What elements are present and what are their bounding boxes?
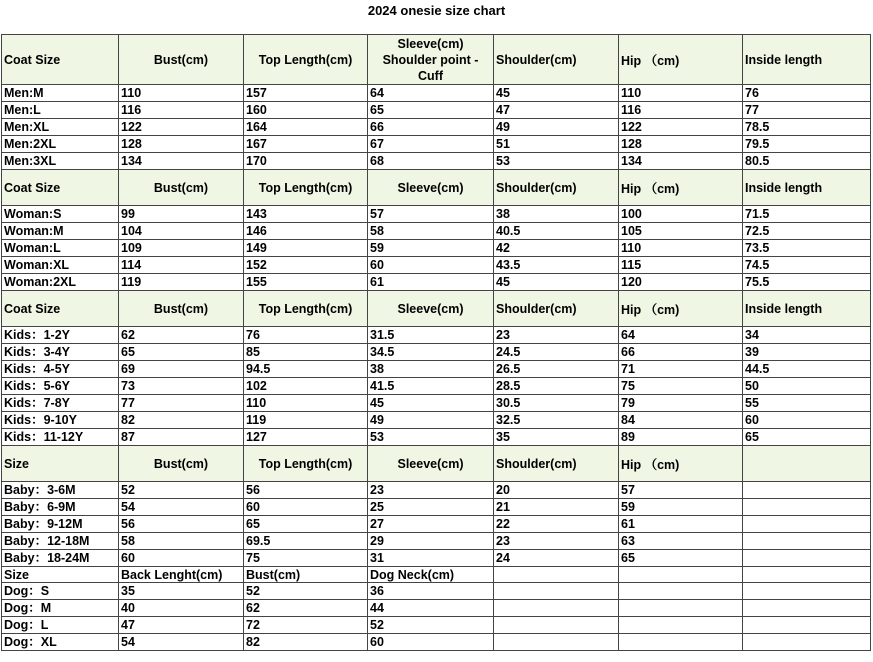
- measurement-cell: 24: [494, 550, 619, 567]
- measurement-cell: 134: [119, 153, 244, 170]
- size-label-cell: Woman:2XL: [2, 274, 119, 291]
- measurement-cell: 77: [743, 102, 871, 119]
- measurement-cell: [743, 499, 871, 516]
- measurement-cell: 57: [368, 206, 494, 223]
- measurement-cell: 87: [119, 429, 244, 446]
- measurement-cell: 44.5: [743, 361, 871, 378]
- dog-header-cell: [494, 567, 619, 583]
- measurement-cell: 24.5: [494, 344, 619, 361]
- measurement-cell: 62: [244, 600, 368, 617]
- dog-header-row: [2, 567, 871, 583]
- dog-header-cell: Bust(cm): [244, 567, 368, 583]
- measurement-cell: 75: [244, 550, 368, 567]
- measurement-cell: 152: [244, 257, 368, 274]
- measurement-cell: 149: [244, 240, 368, 257]
- measurement-cell: 155: [244, 274, 368, 291]
- size-label-cell: Dog：M: [2, 600, 119, 617]
- size-label-cell: Men:2XL: [2, 136, 119, 153]
- measurement-cell: 65: [368, 102, 494, 119]
- measurement-cell: 56: [119, 516, 244, 533]
- size-chart-body: [2, 35, 871, 651]
- measurement-cell: 45: [494, 274, 619, 291]
- dog-size-row: [2, 600, 871, 617]
- baby-header-cell: Shoulder(cm): [494, 446, 619, 482]
- measurement-cell: [494, 600, 619, 617]
- men-size-row: [2, 85, 871, 102]
- measurement-cell: 78.5: [743, 119, 871, 136]
- measurement-cell: 35: [119, 583, 244, 600]
- kids-header-cell: Hip （cm): [619, 291, 743, 327]
- measurement-cell: 20: [494, 482, 619, 499]
- measurement-cell: 80.5: [743, 153, 871, 170]
- size-label-cell: Kids：3-4Y: [2, 344, 119, 361]
- kids-header-cell: Coat Size: [2, 291, 119, 327]
- measurement-cell: 32.5: [494, 412, 619, 429]
- measurement-cell: 44: [368, 600, 494, 617]
- measurement-cell: 61: [619, 516, 743, 533]
- measurement-cell: 116: [119, 102, 244, 119]
- baby-header-cell: Size: [2, 446, 119, 482]
- measurement-cell: 115: [619, 257, 743, 274]
- measurement-cell: 23: [494, 533, 619, 550]
- measurement-cell: 52: [244, 583, 368, 600]
- size-label-cell: Kids：9-10Y: [2, 412, 119, 429]
- measurement-cell: 49: [494, 119, 619, 136]
- men-header-row: [2, 35, 871, 85]
- measurement-cell: 110: [119, 85, 244, 102]
- measurement-cell: 59: [619, 499, 743, 516]
- baby-header-cell: Sleeve(cm): [368, 446, 494, 482]
- measurement-cell: 110: [244, 395, 368, 412]
- measurement-cell: 47: [494, 102, 619, 119]
- baby-header-row: [2, 446, 871, 482]
- size-label-cell: Baby：3-6M: [2, 482, 119, 499]
- measurement-cell: 63: [619, 533, 743, 550]
- measurement-cell: 45: [368, 395, 494, 412]
- size-label-cell: Dog：XL: [2, 634, 119, 651]
- measurement-cell: 57: [619, 482, 743, 499]
- measurement-cell: [743, 533, 871, 550]
- measurement-cell: 56: [244, 482, 368, 499]
- measurement-cell: 110: [619, 85, 743, 102]
- kids-size-row: [2, 395, 871, 412]
- woman-size-row: [2, 257, 871, 274]
- measurement-cell: 110: [619, 240, 743, 257]
- men-header-cell: Coat Size: [2, 35, 119, 85]
- measurement-cell: 45: [494, 85, 619, 102]
- kids-size-row: [2, 429, 871, 446]
- kids-size-row: [2, 327, 871, 344]
- measurement-cell: 102: [244, 378, 368, 395]
- measurement-cell: 60: [244, 499, 368, 516]
- measurement-cell: 40.5: [494, 223, 619, 240]
- woman-size-row: [2, 223, 871, 240]
- baby-header-cell: Top Length(cm): [244, 446, 368, 482]
- kids-header-cell: Shoulder(cm): [494, 291, 619, 327]
- measurement-cell: 167: [244, 136, 368, 153]
- baby-header-cell: [743, 446, 871, 482]
- dog-header-cell: Size: [2, 567, 119, 583]
- measurement-cell: 54: [119, 634, 244, 651]
- chart-title: [0, 0, 873, 34]
- measurement-cell: 42: [494, 240, 619, 257]
- measurement-cell: 122: [119, 119, 244, 136]
- woman-header-cell: Shoulder(cm): [494, 170, 619, 206]
- men-size-row: [2, 136, 871, 153]
- measurement-cell: 72.5: [743, 223, 871, 240]
- measurement-cell: [619, 600, 743, 617]
- dog-header-cell: [619, 567, 743, 583]
- measurement-cell: 58: [119, 533, 244, 550]
- size-label-cell: Woman:S: [2, 206, 119, 223]
- men-size-row: [2, 102, 871, 119]
- measurement-cell: 51: [494, 136, 619, 153]
- measurement-cell: 75.5: [743, 274, 871, 291]
- measurement-cell: 76: [743, 85, 871, 102]
- measurement-cell: 25: [368, 499, 494, 516]
- size-label-cell: Baby：12-18M: [2, 533, 119, 550]
- measurement-cell: 38: [368, 361, 494, 378]
- measurement-cell: 120: [619, 274, 743, 291]
- measurement-cell: 26.5: [494, 361, 619, 378]
- dog-header-cell: Dog Neck(cm): [368, 567, 494, 583]
- measurement-cell: 54: [119, 499, 244, 516]
- measurement-cell: 114: [119, 257, 244, 274]
- measurement-cell: 23: [494, 327, 619, 344]
- measurement-cell: 67: [368, 136, 494, 153]
- size-label-cell: Kids：1-2Y: [2, 327, 119, 344]
- baby-header-cell: Hip （cm): [619, 446, 743, 482]
- size-label-cell: Woman:XL: [2, 257, 119, 274]
- men-header-cell: Shoulder(cm): [494, 35, 619, 85]
- measurement-cell: 28.5: [494, 378, 619, 395]
- measurement-cell: 53: [494, 153, 619, 170]
- men-header-cell: Hip （cm): [619, 35, 743, 85]
- size-label-cell: Men:M: [2, 85, 119, 102]
- measurement-cell: 104: [119, 223, 244, 240]
- measurement-cell: 122: [619, 119, 743, 136]
- measurement-cell: 146: [244, 223, 368, 240]
- measurement-cell: 60: [119, 550, 244, 567]
- kids-header-cell: Top Length(cm): [244, 291, 368, 327]
- kids-header-cell: Inside length: [743, 291, 871, 327]
- measurement-cell: 72: [244, 617, 368, 634]
- measurement-cell: 77: [119, 395, 244, 412]
- measurement-cell: 52: [119, 482, 244, 499]
- measurement-cell: 74.5: [743, 257, 871, 274]
- size-label-cell: Baby：18-24M: [2, 550, 119, 567]
- kids-size-row: [2, 378, 871, 395]
- measurement-cell: 109: [119, 240, 244, 257]
- measurement-cell: [743, 482, 871, 499]
- size-label-cell: Baby：6-9M: [2, 499, 119, 516]
- measurement-cell: 40: [119, 600, 244, 617]
- size-label-cell: Men:3XL: [2, 153, 119, 170]
- measurement-cell: 65: [244, 516, 368, 533]
- kids-size-row: [2, 412, 871, 429]
- baby-size-row: [2, 499, 871, 516]
- woman-size-row: [2, 240, 871, 257]
- woman-header-cell: Top Length(cm): [244, 170, 368, 206]
- kids-header-cell: Sleeve(cm): [368, 291, 494, 327]
- measurement-cell: 94.5: [244, 361, 368, 378]
- measurement-cell: 79.5: [743, 136, 871, 153]
- measurement-cell: 105: [619, 223, 743, 240]
- measurement-cell: 31.5: [368, 327, 494, 344]
- measurement-cell: 34: [743, 327, 871, 344]
- measurement-cell: 60: [368, 634, 494, 651]
- measurement-cell: [743, 550, 871, 567]
- woman-header-cell: Sleeve(cm): [368, 170, 494, 206]
- measurement-cell: 61: [368, 274, 494, 291]
- chart-title-text: 2024 onesie size chart: [367, 3, 506, 18]
- dog-size-row: [2, 617, 871, 634]
- woman-header-cell: Coat Size: [2, 170, 119, 206]
- measurement-cell: 134: [619, 153, 743, 170]
- measurement-cell: 65: [743, 429, 871, 446]
- baby-size-row: [2, 533, 871, 550]
- dog-size-row: [2, 583, 871, 600]
- men-header-cell: Inside length: [743, 35, 871, 85]
- measurement-cell: 27: [368, 516, 494, 533]
- measurement-cell: 60: [368, 257, 494, 274]
- measurement-cell: 100: [619, 206, 743, 223]
- measurement-cell: 143: [244, 206, 368, 223]
- measurement-cell: [494, 583, 619, 600]
- measurement-cell: [619, 583, 743, 600]
- size-label-cell: Dog：S: [2, 583, 119, 600]
- measurement-cell: 66: [368, 119, 494, 136]
- size-label-cell: Men:XL: [2, 119, 119, 136]
- measurement-cell: 64: [619, 327, 743, 344]
- measurement-cell: [743, 600, 871, 617]
- measurement-cell: 160: [244, 102, 368, 119]
- measurement-cell: 55: [743, 395, 871, 412]
- size-label-cell: Kids：11-12Y: [2, 429, 119, 446]
- measurement-cell: [743, 634, 871, 651]
- measurement-cell: 82: [244, 634, 368, 651]
- measurement-cell: 58: [368, 223, 494, 240]
- men-size-row: [2, 119, 871, 136]
- measurement-cell: 36: [368, 583, 494, 600]
- measurement-cell: 50: [743, 378, 871, 395]
- woman-size-row: [2, 206, 871, 223]
- size-label-cell: Men:L: [2, 102, 119, 119]
- size-label-cell: Kids：7-8Y: [2, 395, 119, 412]
- measurement-cell: 69.5: [244, 533, 368, 550]
- measurement-cell: 52: [368, 617, 494, 634]
- measurement-cell: 69: [119, 361, 244, 378]
- measurement-cell: [743, 617, 871, 634]
- measurement-cell: 119: [119, 274, 244, 291]
- measurement-cell: 116: [619, 102, 743, 119]
- measurement-cell: 73.5: [743, 240, 871, 257]
- woman-header-cell: Hip （cm): [619, 170, 743, 206]
- measurement-cell: 82: [119, 412, 244, 429]
- measurement-cell: 60: [743, 412, 871, 429]
- measurement-cell: 38: [494, 206, 619, 223]
- measurement-cell: 47: [119, 617, 244, 634]
- measurement-cell: 31: [368, 550, 494, 567]
- measurement-cell: 34.5: [368, 344, 494, 361]
- measurement-cell: 71.5: [743, 206, 871, 223]
- woman-size-row: [2, 274, 871, 291]
- kids-header-cell: Bust(cm): [119, 291, 244, 327]
- baby-header-cell: Bust(cm): [119, 446, 244, 482]
- measurement-cell: 89: [619, 429, 743, 446]
- measurement-cell: 35: [494, 429, 619, 446]
- size-label-cell: Baby：9-12M: [2, 516, 119, 533]
- measurement-cell: 62: [119, 327, 244, 344]
- measurement-cell: [494, 634, 619, 651]
- measurement-cell: 170: [244, 153, 368, 170]
- measurement-cell: 119: [244, 412, 368, 429]
- dog-header-cell: Back Lenght(cm): [119, 567, 244, 583]
- measurement-cell: 99: [119, 206, 244, 223]
- kids-size-row: [2, 344, 871, 361]
- measurement-cell: 65: [119, 344, 244, 361]
- men-size-row: [2, 153, 871, 170]
- measurement-cell: 157: [244, 85, 368, 102]
- baby-size-row: [2, 516, 871, 533]
- measurement-cell: 59: [368, 240, 494, 257]
- kids-header-row: [2, 291, 871, 327]
- measurement-cell: [743, 516, 871, 533]
- size-label-cell: Kids：4-5Y: [2, 361, 119, 378]
- measurement-cell: 23: [368, 482, 494, 499]
- measurement-cell: 128: [619, 136, 743, 153]
- baby-size-row: [2, 482, 871, 499]
- measurement-cell: 64: [368, 85, 494, 102]
- measurement-cell: 65: [619, 550, 743, 567]
- size-label-cell: Kids：5-6Y: [2, 378, 119, 395]
- measurement-cell: 43.5: [494, 257, 619, 274]
- measurement-cell: 164: [244, 119, 368, 136]
- measurement-cell: 66: [619, 344, 743, 361]
- measurement-cell: 29: [368, 533, 494, 550]
- measurement-cell: [494, 617, 619, 634]
- measurement-cell: 68: [368, 153, 494, 170]
- measurement-cell: [743, 583, 871, 600]
- measurement-cell: 53: [368, 429, 494, 446]
- measurement-cell: 85: [244, 344, 368, 361]
- baby-size-row: [2, 550, 871, 567]
- measurement-cell: 73: [119, 378, 244, 395]
- measurement-cell: 49: [368, 412, 494, 429]
- measurement-cell: 79: [619, 395, 743, 412]
- measurement-cell: 128: [119, 136, 244, 153]
- men-header-cell: Top Length(cm): [244, 35, 368, 85]
- measurement-cell: [619, 634, 743, 651]
- measurement-cell: 71: [619, 361, 743, 378]
- measurement-cell: 76: [244, 327, 368, 344]
- measurement-cell: 84: [619, 412, 743, 429]
- size-label-cell: Woman:M: [2, 223, 119, 240]
- woman-header-row: [2, 170, 871, 206]
- woman-header-cell: Inside length: [743, 170, 871, 206]
- dog-size-row: [2, 634, 871, 651]
- dog-header-cell: [743, 567, 871, 583]
- size-chart-table: [1, 34, 871, 651]
- measurement-cell: 75: [619, 378, 743, 395]
- men-header-cell: Bust(cm): [119, 35, 244, 85]
- size-label-cell: Woman:L: [2, 240, 119, 257]
- measurement-cell: 22: [494, 516, 619, 533]
- measurement-cell: 39: [743, 344, 871, 361]
- measurement-cell: 30.5: [494, 395, 619, 412]
- measurement-cell: 127: [244, 429, 368, 446]
- men-header-cell: Sleeve(cm) Shoulder point - Cuff: [368, 35, 494, 85]
- size-label-cell: Dog：L: [2, 617, 119, 634]
- measurement-cell: [619, 617, 743, 634]
- kids-size-row: [2, 361, 871, 378]
- woman-header-cell: Bust(cm): [119, 170, 244, 206]
- measurement-cell: 41.5: [368, 378, 494, 395]
- measurement-cell: 21: [494, 499, 619, 516]
